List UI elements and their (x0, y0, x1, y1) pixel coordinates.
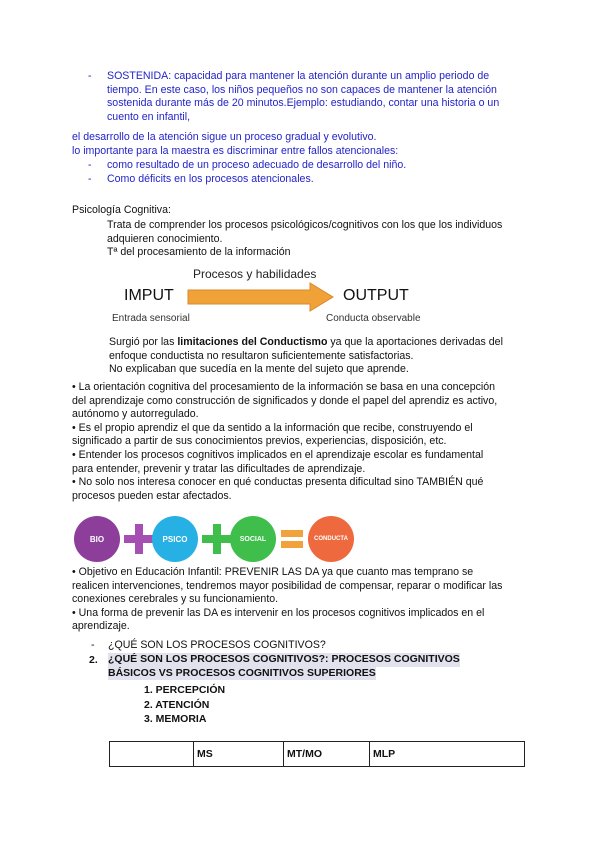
psico-label: PSICO (162, 534, 188, 544)
output-label: OUTPUT (343, 287, 409, 304)
question-number: 2. (89, 654, 98, 666)
surgio-line (109, 336, 529, 350)
psico-circle (152, 516, 198, 562)
numbered-list (144, 683, 225, 727)
bullet-line: • Objetivo en Educación Infantil: PREVENIR LAS DA ya que cuanto mas temprano se (72, 566, 474, 578)
list-item: Como déficits en los procesos atencionales. (107, 173, 314, 185)
psico-paragraph (107, 219, 527, 260)
bullet-line: procesos pueden estar afectados. (72, 489, 232, 502)
bullet-line: del aprendizaje como construcción de significados y donde el papel del aprendiz es activo, (72, 394, 498, 407)
bullet-line: • Una forma de prevenir las DA es intervenir en los procesos cognitivos implicados en el (72, 606, 485, 619)
surgio-bold: limitaciones del Conductismo (177, 336, 328, 348)
bullet-line: autónomo y autorregulado. (72, 408, 199, 421)
bullet-line: • No solo nos interesa conocer en qué conductas presenta dificultad sino TAMBIÉN qué (72, 476, 484, 489)
psico-line: adquieren conocimiento. (107, 232, 223, 245)
fallos-list (88, 159, 508, 187)
numbered-item: 1. PERCEPCIÓN (144, 684, 226, 696)
table-cell: MS (194, 742, 284, 767)
question-line (108, 667, 376, 681)
table-row (110, 742, 525, 767)
arrow-shape (188, 283, 333, 311)
bullet-line: • La orientación cognitiva del procesamiento de la información se basa en una concepción (72, 381, 496, 393)
sostenida-line: tiempo. En este caso, los niños pequeños no son capaces de mantener la atención (107, 83, 497, 96)
psico-line: Tª del procesamiento de la información (107, 246, 291, 259)
plus-icon (202, 524, 232, 554)
bullets-block-1 (72, 381, 532, 503)
surgio-pre: Surgió por las (109, 336, 178, 348)
arrow-label: Procesos y habilidades (193, 267, 317, 281)
bullet-line: aprendizaje. (72, 620, 130, 633)
list-dash: - (88, 159, 92, 171)
psico-line: Trata de comprender los procesos psicológicos/cognitivos con los que los individuos (107, 219, 503, 231)
processing-diagram (100, 262, 440, 334)
social-label: SOCIAL (239, 535, 267, 543)
table-cell: MLP (370, 742, 525, 767)
question-line-text: BÁSICOS VS PROCESOS COGNITIVOS SUPERIORES (108, 666, 376, 679)
output-sub: Conducta observable (326, 313, 421, 324)
arrow-icon (186, 282, 336, 312)
input-sub: Entrada sensorial (112, 313, 190, 324)
bio-circle (74, 516, 120, 562)
list-item: como resultado de un proceso adecuado de desarrollo del niño. (107, 159, 407, 171)
surgio-post: ya que la aportaciones derivadas del (327, 336, 503, 348)
numbered-item: 2. ATENCIÓN (144, 698, 210, 711)
question-1 (91, 639, 491, 653)
equals-icon (281, 528, 303, 550)
list-dash: - (91, 639, 95, 651)
input-label: IMPUT (124, 287, 174, 304)
memory-table (109, 741, 525, 767)
desarrollo-text: el desarrollo de la atención sigue un proceso gradual y evolutivo. (72, 131, 377, 143)
surgio-line: enfoque conductista no resultaron suficientemente satisfactorias. (109, 349, 414, 362)
sostenida-line: SOSTENIDA: capacidad para mantener la atención durante un amplio periodo de (107, 70, 490, 82)
sostenida-line: cuento en infantil, (107, 110, 191, 123)
bullet-line: conexiones cerebrales y su funcionamiento. (72, 593, 279, 606)
bullet-line: para entender, prevenir y tratar las dificultades de aprendizaje. (72, 462, 366, 475)
bullet-line: • Es el propio aprendiz el que da sentido a la información que recibe, construyendo el (72, 421, 473, 434)
bullets-block-2 (72, 566, 532, 634)
table-cell: MT/MO (284, 742, 370, 767)
list-dash: - (88, 173, 92, 185)
table-cell (110, 742, 194, 767)
importante-text: lo importante para la maestra es discriminar entre fallos atencionales: (72, 145, 399, 157)
conducta-label: CONDUCTA (314, 536, 348, 542)
bio-label: BIO (89, 534, 105, 544)
question-text: ¿QUÉ SON LOS PROCESOS COGNITIVOS? (108, 639, 326, 651)
plus-icon (124, 524, 154, 554)
question-line (108, 653, 460, 667)
bio-psico-social-equation (74, 516, 364, 562)
bullet-line: realicen intervenciones, tendremos mayor posibilidad de compensar, reparar o modificar las (72, 579, 503, 592)
question-line-text: ¿QUÉ SON LOS PROCESOS COGNITIVOS?: PROCESOS COGNITIVOS (108, 653, 460, 665)
numbered-item: 3. MEMORIA (144, 713, 207, 725)
bullet-line: significado a partir de sus conocimientos previos, experiencias, disposición, etc. (72, 435, 447, 448)
sostenida-line: sostenida durante más de 20 minutos.Ejemplo: estudiando, contar una historia o un (107, 97, 500, 110)
surgio-paragraph (109, 336, 529, 377)
section-heading: Psicología Cognitiva: (72, 204, 171, 216)
social-circle (230, 516, 276, 562)
list-dash: - (88, 70, 92, 82)
surgio-line: No explicaban que sucedía en la mente del sujeto que aprende. (109, 363, 409, 376)
bullet-line: • Entender los procesos cognitivos implicados en el aprendizaje escolar es fundamental (72, 448, 484, 461)
conducta-circle (308, 516, 354, 562)
